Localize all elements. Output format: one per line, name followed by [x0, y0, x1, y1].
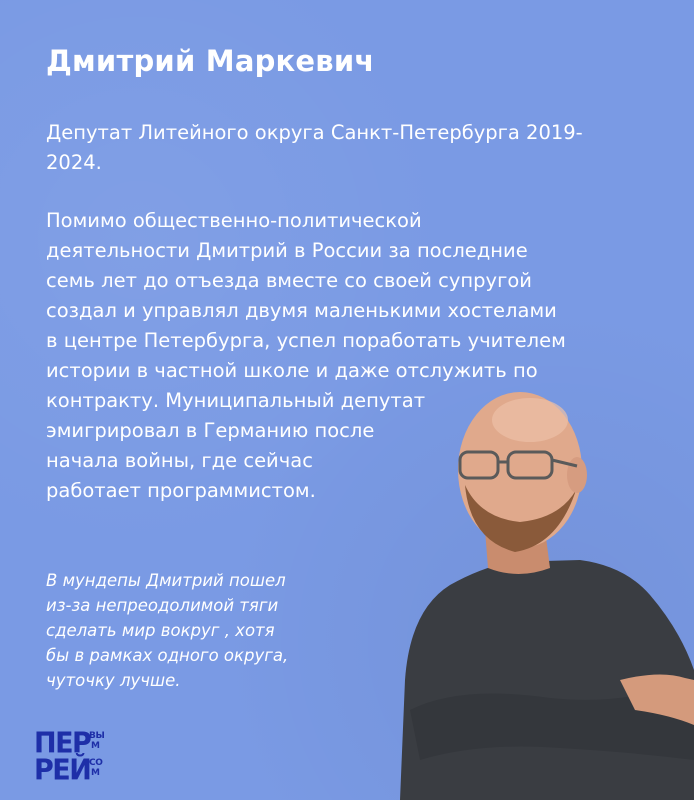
logo-line2-big: РЕЙ: [34, 754, 91, 787]
quote-line: из-за непреодолимой тяги: [46, 596, 279, 615]
logo-line1-big: ПЕР: [34, 727, 91, 760]
bio-line: начала войны, где сейчас: [46, 449, 313, 472]
pervym-reisom-logo: [34, 727, 114, 787]
person-name: Дмитрий Маркевич: [46, 44, 375, 78]
logo-line1-small-b: М: [91, 741, 100, 751]
logo-line1-small-a: ВЫ: [89, 731, 105, 741]
logo-line2-small-b: М: [91, 768, 100, 778]
quote-line: чуточку лучше.: [46, 671, 181, 690]
person-role: Депутат Литейного округа Санкт-Петербурга 2019-2024.: [46, 121, 583, 174]
quote-line: В мундепы Дмитрий пошел: [46, 571, 286, 590]
logo-line2-small-a: СО: [89, 758, 103, 768]
bio-line: в центре Петербурга, успел поработать учителем: [46, 329, 566, 352]
bio-line: деятельности Дмитрий в России за последние: [46, 239, 528, 262]
quote-text: [46, 568, 288, 693]
portrait-photo: [380, 380, 694, 800]
quote-line: бы в рамках одного округа,: [46, 646, 289, 665]
bio-line: истории в частной школе и даже отслужить по: [46, 359, 538, 382]
bio-line: контракту. Муниципальный депутат: [46, 389, 426, 412]
bio-line: Помимо общественно-политической: [46, 209, 422, 232]
bio-line: эмигрировал в Германию после: [46, 419, 375, 442]
bio-line: семь лет до отъезда вместе со своей супругой: [46, 269, 532, 292]
bio-line: работает программистом.: [46, 479, 316, 502]
bio-line: создал и управлял двумя маленькими хостелами: [46, 299, 557, 322]
quote-line: сделать мир вокруг , хотя: [46, 621, 275, 640]
